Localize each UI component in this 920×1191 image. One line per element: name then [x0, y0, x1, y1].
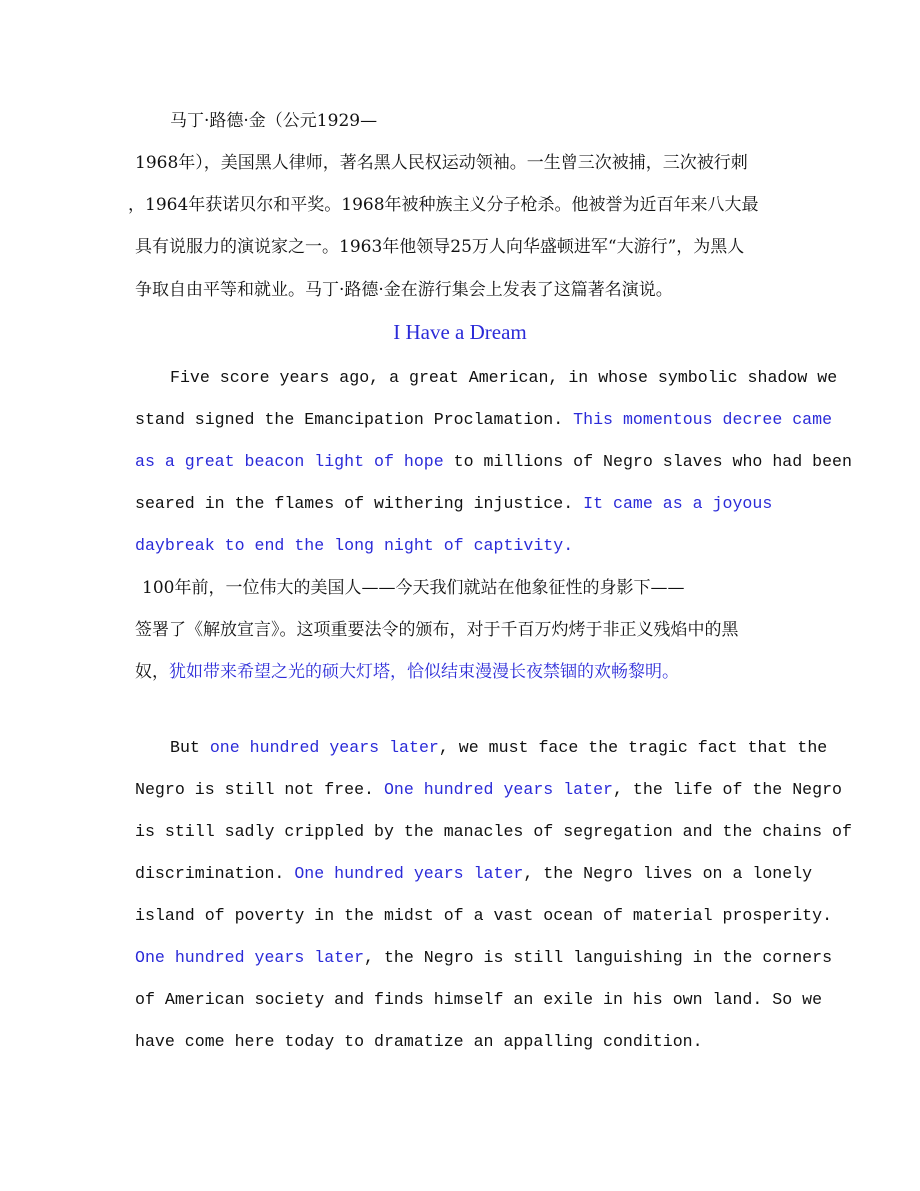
para2-line-1-highlight: one hundred years later	[209, 738, 439, 757]
para1-cn-line-1: 100年前，一位伟大的美国人——今天我们就站在他象征性的身影下——	[142, 578, 685, 598]
para2-line-3: is still sadly crippled by the manacles of segregation and the chains of	[135, 822, 852, 841]
intro-line-3: ，1964年获诺贝尔和平奖。1968年被种族主义分子枪杀。他被誉为近百年来八大最	[128, 195, 759, 215]
para2-line-4-text-b: , the Negro lives on a lonely	[523, 864, 813, 883]
para1-line-3-text: to millions of Negro slaves who had been	[443, 452, 852, 471]
intro-line-2: 1968年），美国黑人律师，著名黑人民权运动领袖。一生曾三次被捕，三次被行刺	[135, 153, 748, 173]
para1-line-3	[135, 451, 852, 473]
intro-line-5: 争取自由平等和就业。马丁·路德·金在游行集会上发表了这篇著名演说。	[135, 280, 673, 300]
para2-line-7: of American society and finds himself an exile in his own land. So we	[135, 990, 823, 1009]
intro-line-1: 马丁·路德·金（公元1929—	[170, 111, 378, 131]
para1-line-5: daybreak to end the long night of captivity.	[135, 536, 574, 555]
para2-line-2-highlight: One hundred years later	[383, 780, 613, 799]
para1-line-2-highlight: This momentous decree came	[573, 410, 833, 429]
para2-line-4-text-a: discrimination.	[135, 864, 295, 883]
para1-line-2	[135, 409, 832, 431]
para2-line-1	[170, 737, 827, 759]
para2-line-4-highlight: One hundred years later	[294, 864, 524, 883]
para2-line-2-text-a: Negro is still not free.	[135, 780, 384, 799]
intro-line-4: 具有说服力的演说家之一。1963年他领导25万人向华盛顿进军“大游行”，为黑人	[135, 237, 745, 257]
para1-line-4-text: seared in the flames of withering injustice.	[135, 494, 584, 513]
para2-line-5: island of poverty in the midst of a vast ocean of material prosperity.	[135, 906, 833, 925]
para2-line-2-text-b: , the life of the Negro	[612, 780, 843, 799]
para2-line-1-text-b: , we must face the tragic fact that the	[438, 738, 828, 757]
para1-line-4-highlight: It came as a joyous	[583, 494, 773, 513]
para2-line-8: have come here today to dramatize an appalling condition.	[135, 1032, 703, 1051]
para1-cn-line-3-text: 奴，	[135, 662, 169, 682]
para2-line-6-text: , the Negro is still languishing in the corners	[364, 948, 833, 967]
para2-line-2	[135, 779, 842, 801]
para1-line-3-highlight: as a great beacon light of hope	[135, 452, 444, 471]
para1-line-2-text: stand signed the Emancipation Proclamation.	[135, 410, 574, 429]
para2-line-6-highlight: One hundred years later	[135, 948, 365, 967]
para1-cn-line-3-highlight: 犹如带来希望之光的硕大灯塔，恰似结束漫漫长夜禁锢的欢畅黎明。	[169, 662, 679, 682]
para1-cn-line-2: 签署了《解放宣言》。这项重要法令的颁布，对于千百万灼烤于非正义残焰中的黑	[135, 620, 739, 640]
para1-line-4	[135, 493, 772, 515]
para2-line-6	[135, 947, 832, 969]
para2-line-4	[135, 863, 812, 885]
speech-title: I Have a Dream	[393, 320, 527, 344]
para1-line-1: Five score years ago, a great American, in whose symbolic shadow we	[170, 368, 838, 387]
para2-line-1-text-a: But	[170, 738, 210, 757]
para1-cn-line-3	[135, 661, 679, 683]
